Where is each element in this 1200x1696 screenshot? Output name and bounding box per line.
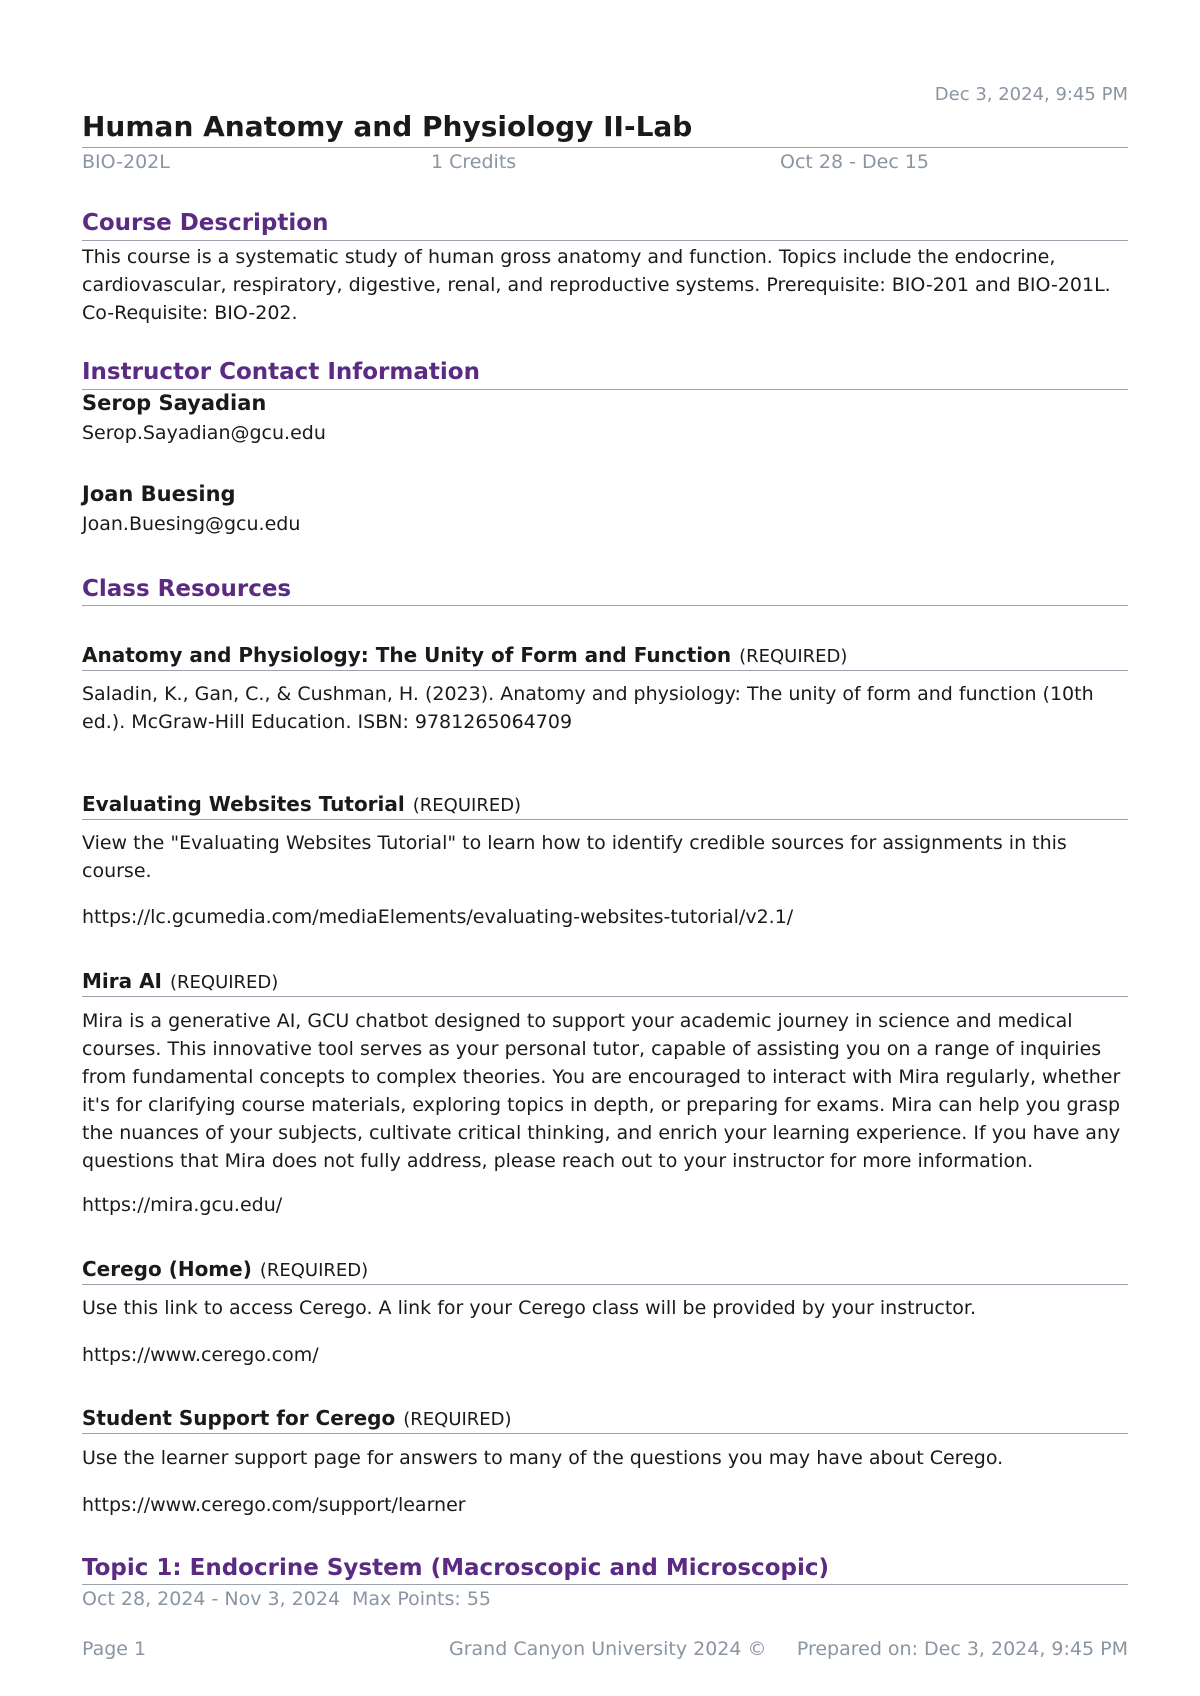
course-title: Human Anatomy and Physiology II-Lab — [82, 110, 693, 143]
instructor-name: Serop Sayadian — [82, 391, 267, 415]
resource-title — [82, 643, 847, 667]
footer-prepared-on: Prepared on: Dec 3, 2024, 9:45 PM — [796, 1638, 1128, 1660]
required-tag: (REQUIRED) — [412, 795, 522, 816]
resource-title-text: Anatomy and Physiology: The Unity of Form and Function — [82, 643, 732, 667]
footer-page-number: Page 1 — [82, 1638, 147, 1660]
topic-dates: Oct 28, 2024 - Nov 3, 2024 — [82, 1588, 341, 1610]
instructor-name: Joan Buesing — [82, 482, 236, 506]
course-dates: Oct 28 - Dec 15 — [780, 151, 929, 173]
resource-divider — [82, 1433, 1128, 1434]
footer-copyright: Grand Canyon University 2024 © — [449, 1638, 767, 1660]
required-tag: (REQUIRED) — [403, 1409, 512, 1430]
title-divider — [82, 147, 1128, 148]
resource-title — [82, 1257, 368, 1281]
resource-title — [82, 792, 521, 816]
resource-link[interactable]: https://www.cerego.com/support/learner — [82, 1494, 466, 1516]
resource-text: Saladin, K., Gan, C., & Cushman, H. (2023). Anatomy and physiology: The unity of form and function (10th ed.). McGraw-Hill Education. ISBN: 9781265064709 — [82, 683, 1094, 733]
course-code: BIO-202L — [82, 151, 170, 173]
resource-link[interactable]: https://www.cerego.com/ — [82, 1344, 319, 1366]
section-divider — [82, 389, 1128, 390]
topic-max-points: Max Points: 55 — [352, 1588, 492, 1610]
required-tag: (REQUIRED) — [739, 646, 848, 667]
resource-title — [82, 1406, 512, 1430]
resource-text: Use this link to access Cerego. A link for your Cerego class will be provided by your instructor. — [82, 1297, 977, 1319]
section-divider — [82, 1584, 1128, 1585]
resource-text: View the "Evaluating Websites Tutorial" to learn how to identify credible sources for assignments in this course. — [82, 832, 1067, 882]
resource-link[interactable]: https://mira.gcu.edu/ — [82, 1194, 283, 1216]
resource-title — [82, 969, 278, 993]
resource-title-text: Cerego (Home) — [82, 1257, 252, 1281]
resource-divider — [82, 670, 1128, 671]
section-heading-instructors: Instructor Contact Information — [82, 359, 480, 385]
resource-link[interactable]: https://lc.gcumedia.com/mediaElements/evaluating-websites-tutorial/v2.1/ — [82, 906, 794, 928]
section-heading-resources: Class Resources — [82, 576, 292, 602]
required-tag: (REQUIRED) — [170, 972, 279, 993]
resource-divider — [82, 1284, 1128, 1285]
instructor-email[interactable]: Serop.Sayadian@gcu.edu — [82, 422, 326, 444]
resource-text: Mira is a generative AI, GCU chatbot designed to support your academic journey in science and medical courses. This innovative tool serves as your personal tutor, capable of assisting you on a range of inquiries from fundamental concepts to complex theories. You are encouraged to interact with Mira regularly, whether it's for clarifying course materials, exploring topics in depth, or preparing for exams. Mira can help you grasp the nuances of your subjects, cultivate critical thinking, and enrich your learning experience. If you have any questions that Mira does not fully address, please reach out to your instructor for more information. — [82, 1010, 1121, 1172]
section-divider — [82, 240, 1128, 241]
instructor-email[interactable]: Joan.Buesing@gcu.edu — [82, 513, 301, 535]
resource-title-text: Mira AI — [82, 969, 162, 993]
required-tag: (REQUIRED) — [259, 1260, 369, 1281]
course-credits: 1 Credits — [431, 151, 517, 173]
resource-text: Use the learner support page for answers to many of the questions you may have about Cerego. — [82, 1447, 1004, 1469]
topic-heading: Topic 1: Endocrine System (Macroscopic and Microscopic) — [82, 1555, 829, 1581]
section-divider — [82, 605, 1128, 606]
print-timestamp: Dec 3, 2024, 9:45 PM — [934, 84, 1128, 105]
course-description-text: This course is a systematic study of human gross anatomy and function. Topics include the endocrine, cardiovascular, respiratory, digestive, renal, and reproductive systems. Prerequisite: BIO-201 and BIO-201L. Co-Requisite: BIO-202. — [82, 246, 1111, 324]
resource-divider — [82, 819, 1128, 820]
resource-title-text: Evaluating Websites Tutorial — [82, 792, 405, 816]
resource-title-text: Student Support for Cerego — [82, 1406, 396, 1430]
section-heading-description: Course Description — [82, 210, 329, 236]
resource-divider — [82, 996, 1128, 997]
